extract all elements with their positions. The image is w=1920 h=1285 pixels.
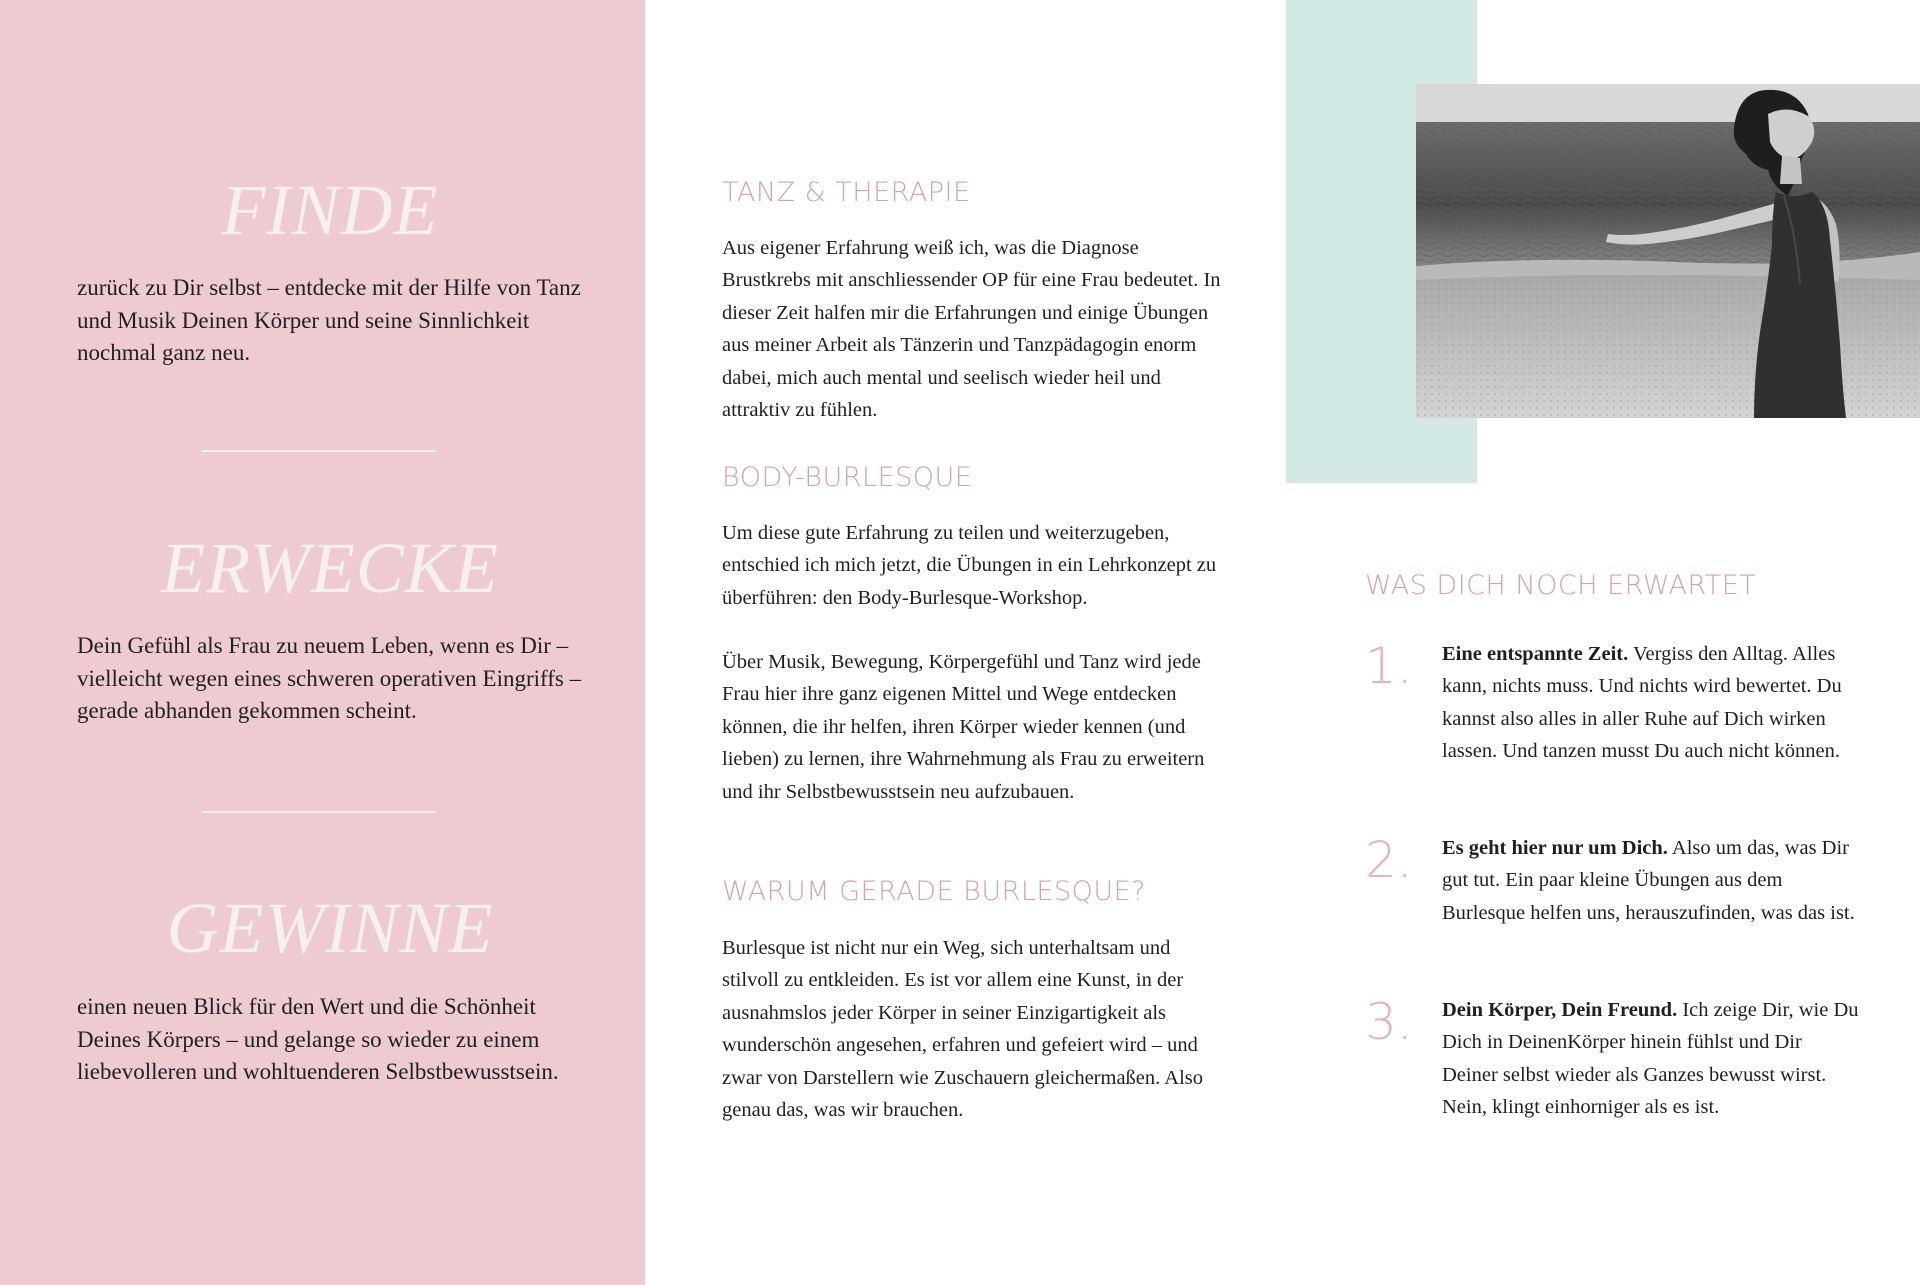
list-item-bold: Dein Körper, Dein Freund. bbox=[1442, 999, 1678, 1021]
heading-tanz-therapie: TANZ & THERAPIE bbox=[722, 177, 971, 208]
erwecke-text: Dein Gefühl als Frau zu neuem Leben, wenn es Dir – vielleicht wegen eines schweren operativen Eingriffs – gerade abhanden gekommen scheint. bbox=[77, 633, 582, 723]
list-item-body: Vergiss den Alltag. Alles kann, nichts muss. Und nichts wird bewertet. Du kannst also alles in aller Ruhe auf Dich wirken lassen. Und tanzen musst Du auch nicht können. bbox=[1442, 643, 1842, 763]
list-number: 2. bbox=[1365, 831, 1413, 889]
heading-warum-burlesque: WARUM GERADE BURLESQUE? bbox=[722, 876, 1146, 907]
list-item-bold: Es geht hier nur um Dich. bbox=[1442, 837, 1668, 859]
body-burlesque-text-2: Über Musik, Bewegung, Körpergefühl und Tanz wird jede Frau hier ihre ganz eigenen Mittel und Wege entdecken können, die ihr helfen, ihren Körper wieder kennen (und lieben) zu lernen, ihre Wahrnehmung als Frau zu erweitern und ihr Selbstbewusstsein neu aufzubauen. bbox=[722, 651, 1205, 803]
body-burlesque-text-1: Um diese gute Erfahrung zu teilen und weiterzugeben, entschied ich mich jetzt, die Übungen in ein Lehrkonzept zu überführen: den Body-Burlesque-Workshop. bbox=[722, 522, 1217, 609]
list-item-text bbox=[1442, 994, 1862, 1124]
divider bbox=[202, 450, 436, 452]
headline-erwecke: ERWECKE bbox=[161, 528, 499, 608]
heading-body-burlesque: BODY-BURLESQUE bbox=[722, 462, 973, 493]
warum-burlesque-text: Burlesque ist nicht nur ein Weg, sich unterhaltsam und stilvoll zu entkleiden. Es ist vor allem eine Kunst, in der ausnahmslos jeder Körper in seiner Einzigartigkeit als wunderschön angesehen, erfahren und gefeiert wird – und zwar von Darstellern wie Zuschauern gleichermaßen. Also genau das, was wir brauchen. bbox=[722, 937, 1203, 1122]
woman-on-beach-photo bbox=[1416, 84, 1920, 418]
divider bbox=[202, 811, 436, 813]
list-item-body: Also um das, was Dir gut tut. Ein paar kleine Übungen aus dem Burlesque helfen uns, herauszufinden, was das ist. bbox=[1442, 837, 1855, 924]
list-item-bold: Eine entspannte Zeit. bbox=[1442, 643, 1629, 665]
headline-finde: FINDE bbox=[221, 170, 439, 250]
headline-gewinne: GEWINNE bbox=[166, 888, 494, 968]
heading-was-dich-erwartet: WAS DICH NOCH ERWARTET bbox=[1365, 570, 1757, 601]
left-panel bbox=[0, 0, 645, 1285]
list-number: 1. bbox=[1365, 637, 1413, 695]
list-item-text bbox=[1442, 832, 1862, 929]
gewinne-text: einen neuen Blick für den Wert und die Schönheit Deines Körpers – und gelange so wieder zu einem liebevolleren und wohltuenderen Selbstbewusstsein. bbox=[77, 994, 559, 1084]
list-number: 3. bbox=[1365, 993, 1413, 1051]
tanz-therapie-text: Aus eigener Erfahrung weiß ich, was die Diagnose Brustkrebs mit anschliessender OP für eine Frau bedeutet. In dieser Zeit halfen mir die Erfahrungen und einige Übungen aus meiner Arbeit als Tänzerin und Tanzpädagogin enorm dabei, mich auch mental und seelisch wieder heil und attraktiv zu fühlen. bbox=[722, 237, 1221, 422]
list-item-body: Ich zeige Dir, wie Du Dich in DeinenKörper hinein fühlst und Dir Deiner selbst wieder als Ganzes bewusst wirst. Nein, klingt einhorniger als es ist. bbox=[1442, 999, 1859, 1119]
list-item-text bbox=[1442, 638, 1862, 768]
finde-text: zurück zu Dir selbst – entdecke mit der Hilfe von Tanz und Musik Deinen Körper und seine Sinnlichkeit nochmal ganz neu. bbox=[77, 275, 581, 365]
